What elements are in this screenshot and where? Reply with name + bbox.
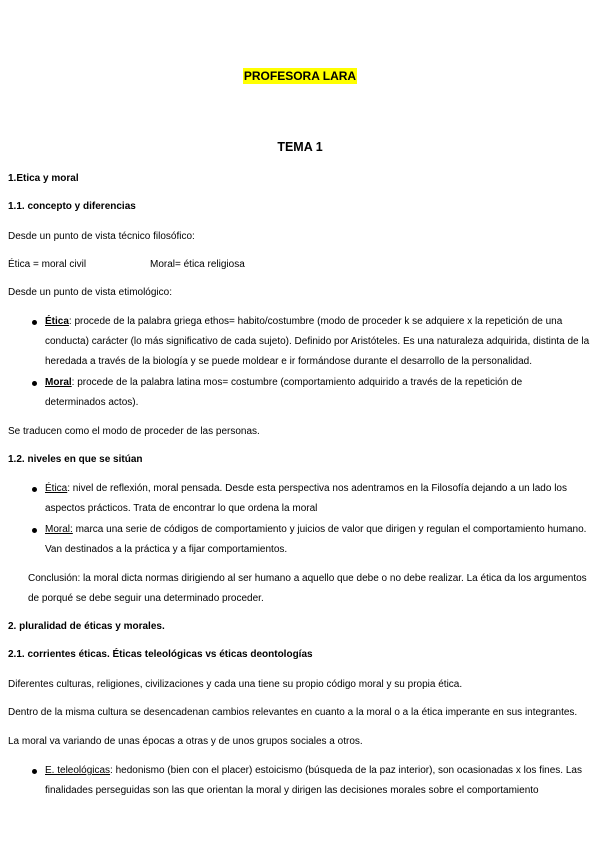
bullet-level-etica-line-1 [45, 482, 567, 495]
bullet-icon [32, 320, 37, 325]
paragraph-varies: La moral va variando de unas épocas a otras y de unos grupos sociales a otros. [8, 736, 363, 747]
section-heading-1: 1.Etica y moral [8, 173, 79, 184]
subsection-heading-2-1: 2.1. corrientes éticas. Éticas teleológicas vs éticas deontologías [8, 649, 313, 660]
paragraph-etymological: Desde un punto de vista etimológico: [8, 287, 172, 298]
paragraph-technical: Desde un punto de vista técnico filosófico: [8, 231, 195, 242]
paragraph-cultures: Diferentes culturas, religiones, civilizaciones y cada una tiene su propio código moral y su propia ética. [8, 679, 463, 690]
subsection-heading-1-1: 1.1. concepto y diferencias [8, 201, 136, 212]
title-container [0, 69, 600, 83]
section-heading-2: 2. pluralidad de éticas y morales. [8, 621, 165, 632]
paragraph-same-culture: Dentro de la misma cultura se desencadenan cambios relevantes en cuanto a la moral o a la ética imperante en sus integrantes. [8, 707, 578, 718]
bullet-text: : procede de la palabra griega ethos= habito/costumbre (modo de proceder k se adquiere x la repetición de una [68, 316, 563, 327]
bullet-icon [32, 528, 37, 533]
term-teleological: E. teleológicas [45, 765, 111, 776]
bullet-moral-line-1 [45, 376, 522, 389]
topic-heading: TEMA 1 [277, 140, 323, 154]
bullet-etica-line-1 [45, 315, 562, 328]
bullet-text: : nivel de reflexión, moral pensada. Desde esta perspectiva nos adentramos en la Filosofía dejando a un lado los [67, 483, 567, 494]
document-title: PROFESORA LARA [243, 69, 357, 83]
term-moral: Moral [45, 377, 72, 388]
bullet-icon [32, 487, 37, 492]
bullet-level-etica-line-2: aspectos prácticos. Trata de encontrar lo que ordena la moral [45, 503, 318, 514]
conclusion-line-2: de porqué se debe seguir una determinado proceder. [28, 593, 264, 604]
subsection-heading-1-2: 1.2. niveles en que se sitúan [8, 454, 143, 465]
bullet-level-moral-line-2: Van destinados a la práctica y a fijar comportamientos. [45, 544, 288, 555]
bullet-moral-line-2: determinados actos). [45, 397, 139, 408]
bullet-teleological-line-1 [45, 764, 582, 777]
term-moral-level: Moral: [45, 524, 73, 535]
equation-moral: Moral= ética religiosa [150, 259, 245, 270]
conclusion-line-1: Conclusión: la moral dicta normas dirigiendo al ser humano a aquello que debe o no debe realizar. La ética da los argumentos [28, 573, 587, 584]
bullet-text: marca una serie de códigos de comportamiento y juicios de valor que dirigen y regulan el comportamiento humano. [72, 524, 587, 535]
term-etica: Ética [45, 316, 69, 327]
bullet-etica-line-2: conducta) carácter (lo más significativo de cada sujeto). Definido por Aristóteles. Es una naturaleza adquirida, distinta de la [45, 336, 590, 347]
bullet-etica-line-3: heredada a través de la biología y se puede moldear e ir formándose durante el desarrollo de la personalidad. [45, 356, 532, 367]
bullet-text: : procede de la palabra latina mos= costumbre (comportamiento adquirido a través de la repetición de [71, 377, 523, 388]
equation-etica: Ética = moral civil [8, 259, 87, 270]
bullet-teleological-line-2: finalidades perseguidas son las que orientan la moral y dirigen las decisiones morales sobre el comportamiento [45, 785, 539, 796]
paragraph-translate: Se traducen como el modo de proceder de las personas. [8, 426, 260, 437]
bullet-icon [32, 769, 37, 774]
bullet-text: : hedonismo (bien con el placer) estoicismo (búsqueda de la paz interior), son ocasionadas x los fines. Las [110, 765, 582, 776]
term-etica-level: Ética [45, 483, 68, 494]
bullet-icon [32, 381, 37, 386]
bullet-level-moral-line-1 [45, 523, 586, 536]
